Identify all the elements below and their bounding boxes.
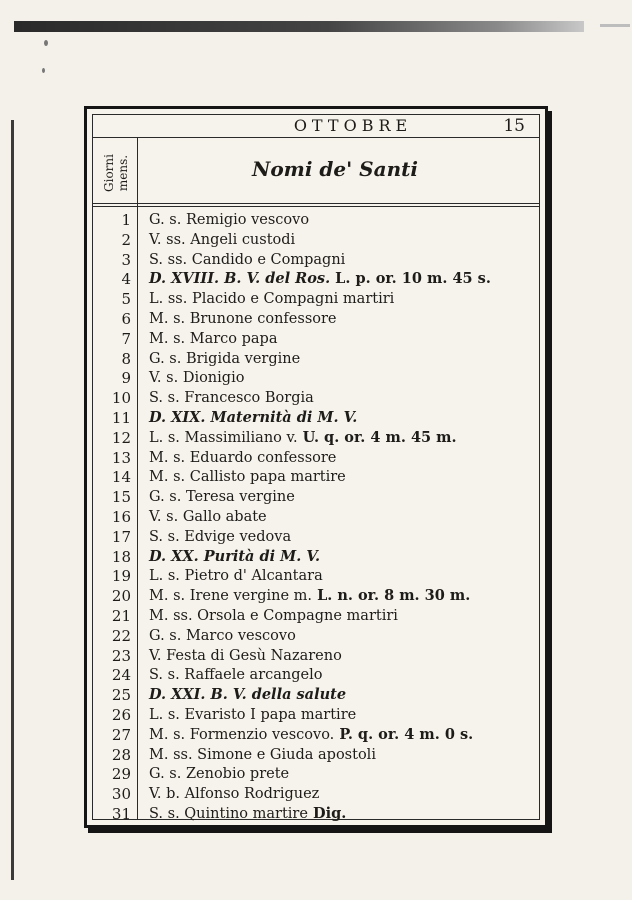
saints-column-header: Nomi de' Santi [252, 157, 418, 181]
saint-entry [149, 566, 323, 586]
day-number: 25 [111, 686, 131, 705]
day-number: 20 [111, 587, 131, 606]
day-number: 12 [111, 428, 131, 447]
saint-name: L. s. Massimiliano v. [149, 429, 298, 446]
saint-name: G. s. Remigio vescovo [149, 212, 310, 228]
header-rule [93, 137, 539, 138]
day-row [93, 428, 539, 448]
saint-name: G. s. Brigida vergine [149, 350, 301, 367]
day-column-header [97, 143, 135, 203]
saint-entry [149, 269, 491, 289]
saint-name: M. ss. Orsola e Compagne martiri [149, 607, 398, 624]
saint-entry [149, 547, 320, 567]
saint-name: G. s. Zenobio prete [149, 766, 290, 783]
saint-name: D. XIX. Maternità di M. V. [149, 408, 358, 426]
saint-entry [149, 804, 346, 824]
moon-phase-note: Dig. [307, 804, 347, 822]
day-row [93, 804, 539, 824]
moon-phase-note: L. n. or. 8 m. 30 m. [312, 587, 471, 605]
day-number: 18 [111, 547, 131, 566]
saint-name: V. s. Gallo abate [149, 508, 267, 525]
day-number: 22 [111, 626, 131, 645]
day-number: 16 [111, 507, 131, 526]
day-row [93, 349, 539, 369]
day-number: 19 [111, 567, 131, 586]
day-row [93, 685, 539, 705]
day-row [93, 547, 539, 567]
saint-entry [149, 388, 314, 408]
day-column-header-label: Giorni mens. [102, 154, 130, 192]
day-number: 30 [111, 785, 131, 804]
saint-name: V. Festa di Gesù Nazareno [149, 647, 342, 664]
day-number: 28 [111, 745, 131, 764]
column-header-rule [93, 203, 539, 204]
day-row [93, 764, 539, 784]
day-row [93, 586, 539, 606]
day-row [93, 467, 539, 487]
day-number: 7 [121, 329, 131, 348]
day-row [93, 745, 539, 765]
saint-entry [149, 665, 322, 685]
saint-name: G. s. Marco vescovo [149, 627, 296, 644]
saint-entry [149, 507, 267, 527]
saint-entry [149, 467, 346, 487]
day-number: 3 [121, 250, 131, 269]
day-row [93, 784, 539, 804]
saint-entry [149, 329, 277, 349]
day-row [93, 487, 539, 507]
saint-name: V. b. Alfonso Rodriguez [149, 786, 320, 803]
saint-name: S. s. Quintino martire [149, 805, 308, 822]
moon-phase-note: L. p. or. 10 m. 45 s. [330, 270, 491, 288]
day-row [93, 289, 539, 309]
saint-name: S. ss. Candido e Compagni [149, 251, 346, 268]
saint-entry [149, 368, 244, 388]
saint-entry [149, 210, 309, 230]
calendar-inner-border [92, 114, 540, 823]
day-number: 15 [111, 488, 131, 507]
day-number: 1 [121, 211, 131, 229]
ink-speck [44, 40, 48, 46]
day-row [93, 566, 539, 586]
saint-name: M. s. Irene vergine m. [149, 588, 313, 605]
day-row [93, 250, 539, 270]
saint-name: L. s. Pietro d' Alcantara [149, 568, 323, 585]
saint-name: L. ss. Placido e Compagni martiri [149, 291, 395, 308]
top-rule-end [600, 24, 630, 27]
saint-name: S. s. Raffaele arcangelo [149, 667, 323, 684]
day-number: 29 [111, 765, 131, 784]
day-row [93, 646, 539, 666]
saint-entry [149, 250, 345, 270]
day-number: 14 [111, 468, 131, 487]
day-number: 31 [111, 804, 131, 823]
saint-entry [149, 448, 336, 468]
saint-name: M. s. Callisto papa martire [149, 469, 346, 486]
day-row [93, 230, 539, 250]
saint-name: M. s. Brunone confessore [149, 310, 337, 327]
day-number: 9 [121, 369, 131, 388]
day-row [93, 388, 539, 408]
day-number: 13 [111, 448, 131, 467]
day-number: 8 [121, 349, 131, 368]
column-header-rule-double [93, 206, 539, 207]
saint-name: V. s. Dionigio [149, 370, 245, 387]
saint-name: M. ss. Simone e Giuda apostoli [149, 746, 376, 763]
saint-name: D. XVIII. B. V. del Ros. [149, 270, 331, 288]
top-rule [14, 21, 584, 32]
day-number: 24 [111, 666, 131, 685]
saint-name: L. s. Evaristo I papa martire [149, 706, 357, 723]
day-row [93, 626, 539, 646]
month-title: OTTOBRE [293, 116, 413, 135]
saint-name: G. s. Teresa vergine [149, 489, 295, 506]
day-row [93, 705, 539, 725]
day-row [93, 408, 539, 428]
saint-entry [149, 646, 342, 666]
day-number: 21 [111, 606, 131, 625]
day-number: 10 [111, 389, 131, 408]
day-number: 6 [121, 309, 131, 328]
saint-name: D. XXI. B. V. della salute [149, 686, 347, 704]
saint-name: M. s. Marco papa [149, 330, 278, 347]
saint-entry [149, 764, 289, 784]
day-number: 11 [111, 408, 131, 427]
day-row [93, 329, 539, 349]
saint-name: D. XX. Purità di M. V. [149, 547, 321, 565]
saint-entry [149, 745, 376, 765]
saint-entry [149, 606, 398, 626]
day-row [93, 665, 539, 685]
day-number: 5 [121, 290, 131, 309]
saint-entry [149, 428, 457, 448]
day-row [93, 309, 539, 329]
saint-entry [149, 685, 346, 705]
saint-entry [149, 230, 295, 250]
saint-entry [149, 725, 473, 745]
saint-name: M. s. Formenzio vescovo. [149, 726, 335, 743]
saint-entry [149, 487, 295, 507]
saint-entry [149, 784, 319, 804]
day-number: 17 [111, 527, 131, 546]
moon-phase-note: P. q. or. 4 m. 0 s. [334, 725, 474, 743]
saint-entry [149, 349, 300, 369]
saint-entry [149, 289, 394, 309]
day-row [93, 507, 539, 527]
day-number: 27 [111, 725, 131, 744]
saint-entry [149, 309, 337, 329]
saint-name: S. s. Francesco Borgia [149, 390, 314, 407]
ink-speck [42, 68, 45, 73]
saint-name: V. ss. Angeli custodi [149, 231, 296, 248]
day-number: 2 [121, 230, 131, 249]
day-number: 26 [111, 705, 131, 724]
day-number: 23 [111, 646, 131, 665]
saint-name: S. s. Edvige vedova [149, 528, 292, 545]
day-row [93, 725, 539, 745]
left-binding-edge [11, 120, 14, 880]
page-number: 15 [503, 116, 525, 136]
saint-entry [149, 626, 296, 646]
calendar-frame [84, 106, 548, 828]
saint-name: M. s. Eduardo confessore [149, 449, 337, 466]
saints-list [93, 210, 539, 824]
saint-entry [149, 586, 470, 606]
saint-entry [149, 705, 356, 725]
day-row [93, 527, 539, 547]
day-row [93, 606, 539, 626]
moon-phase-note: U. q. or. 4 m. 45 m. [297, 428, 457, 446]
day-row [93, 368, 539, 388]
day-row [93, 448, 539, 468]
day-row [93, 269, 539, 289]
saint-entry [149, 408, 357, 428]
day-row [93, 210, 539, 230]
day-number: 4 [121, 270, 131, 289]
saint-entry [149, 527, 291, 547]
